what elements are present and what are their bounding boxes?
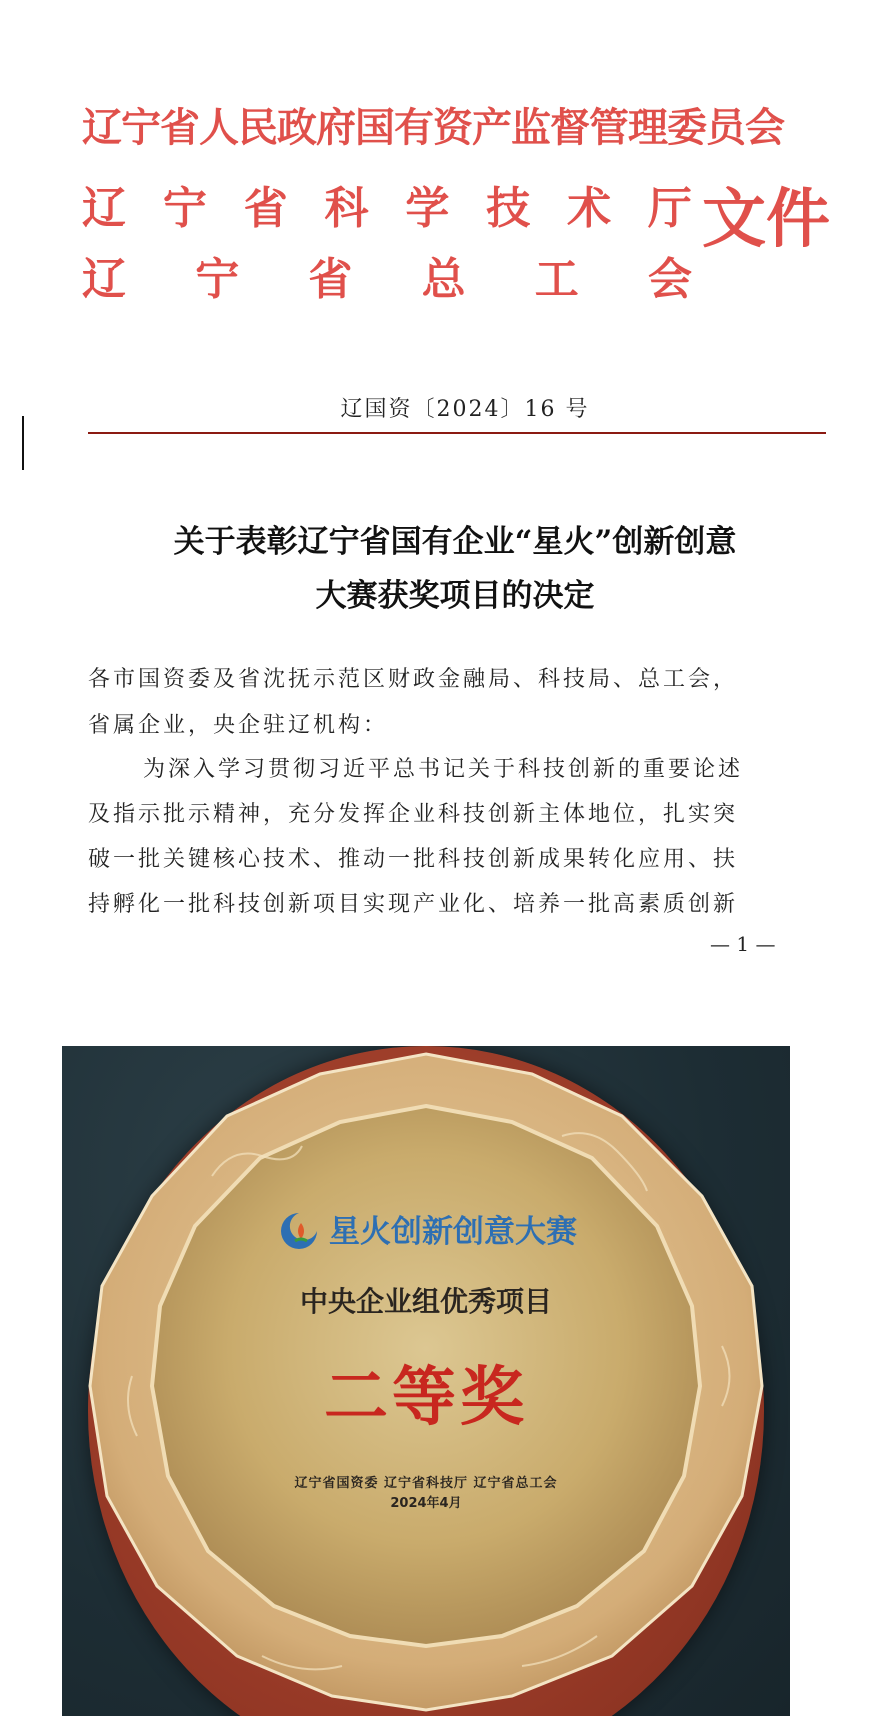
plaque-brand <box>62 1206 790 1251</box>
issuer-science-dept <box>82 172 692 236</box>
document-title-line2: 大赛获奖项目的决定 <box>315 578 595 614</box>
document-title-line1: 关于表彰辽宁省国有企业“星火”创新创意 <box>173 524 737 560</box>
issuer-char: 总 <box>421 254 466 305</box>
plaque-issuers: 辽宁省国资委 辽宁省科技厅 辽宁省总工会 <box>294 1476 558 1491</box>
issuer-char: 宁 <box>195 254 240 305</box>
issuer-char: 宁 <box>162 183 207 234</box>
issuer-char: 辽 <box>82 254 126 305</box>
issuer-char: 科 <box>324 183 369 234</box>
issuer-char: 技 <box>486 183 531 234</box>
award-plaque-photo <box>62 1046 790 1716</box>
issuer-char: 工 <box>534 254 579 305</box>
plaque-award-level: 二等奖 <box>324 1360 528 1435</box>
issuer-char: 厅 <box>647 183 692 234</box>
plaque-brand-text: 星火创新创意大赛 <box>329 1214 577 1250</box>
issuer-char: 辽 <box>82 183 126 234</box>
body-line: 持孵化一批科技创新项目实现产业化、培养一批高素质创新 <box>88 892 739 917</box>
text-cursor <box>22 416 24 470</box>
issuer-sasac: 辽宁省人民政府国有资产监督管理委员会 <box>82 104 784 151</box>
page-number: — 1 — <box>710 932 776 956</box>
body-line: 省属企业，央企驻辽机构： <box>88 713 389 738</box>
plaque-category: 中央企业组优秀项目 <box>299 1285 552 1318</box>
issuer-char: 省 <box>243 183 288 234</box>
plaque-date: 2024年4月 <box>390 1496 462 1511</box>
issuer-trade-union <box>82 243 692 307</box>
issuer-char: 省 <box>308 254 353 305</box>
issuer-char: 会 <box>647 254 692 305</box>
spark-logo-icon <box>275 1209 323 1249</box>
issuer-char: 术 <box>567 183 612 234</box>
document-number: 辽国资〔2024〕16 号 <box>340 397 590 422</box>
header-divider <box>88 432 826 434</box>
body-line: 为深入学习贯彻习近平总书记关于科技创新的重要论述 <box>143 757 744 782</box>
body-line: 及指示批示精神，充分发挥企业科技创新主体地位，扎实突 <box>88 802 739 827</box>
body-line: 各市国资委及省沈抚示范区财政金融局、科技局、总工会， <box>88 667 739 692</box>
issuer-char: 学 <box>405 183 450 234</box>
body-line: 破一批关键核心技术、推动一批科技创新成果转化应用、扶 <box>88 847 739 872</box>
file-label: 文件 <box>702 182 830 257</box>
